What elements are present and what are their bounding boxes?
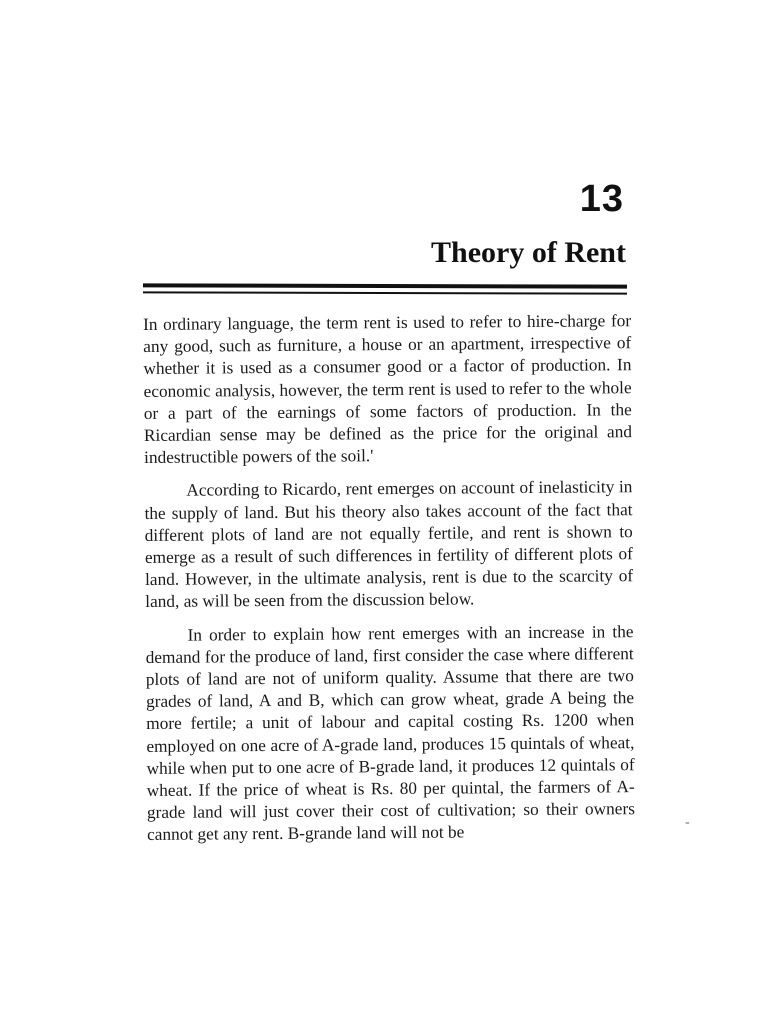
margin-mark: - (685, 815, 690, 830)
chapter-body (143, 310, 635, 857)
paragraph-intro: In ordinary language, the term rent is used to refer to hire-charge for any good, such as furniture, a house or an apartment, irrespective of whether it is used as a consumer good or a factor of production. In economic analysis, however, the term rent is used to refer to the whole or a part of the earnings of some factors of production. In the Ricardian sense may be defined as the price for the original and indestructible powers of the soil.' (143, 311, 633, 468)
title-rule-thick (143, 283, 627, 288)
chapter-number: 13 (579, 178, 624, 220)
paragraph-ricardo: According to Ricardo, rent emerges on account of inelasticity in the supply of land. But his theory also takes account of the fact that different plots of land are not equally fertile, and rent is shown to emerge as a result of such differences in fertility of different plots of land. However, in the ultimate analysis, rent is due to the scarcity of land, as will be seen from the discussion below. (144, 477, 634, 612)
chapter-title: Theory of Rent (431, 236, 626, 269)
paragraph-example: In order to explain how rent emerges with an increase in the demand for the produce of land, first consider the case where different plots of land are not of uniform quality. Assume that there are two grades of land, A and B, which can grow wheat, grade A being the more fertile; a unit of labour and capital costing Rs. 1200 when employed on one acre of A-grade land, produces 15 quintals of wheat, while when put to one acre of B-grade land, it produces 12 quintals of wheat. If the price of wheat is Rs. 80 per quintal, the farmers of A-grade land will just cover their cost of cultivation; so their owners cannot get any rent. B-grande land will not be (145, 621, 635, 845)
title-rule-thin (143, 291, 627, 294)
